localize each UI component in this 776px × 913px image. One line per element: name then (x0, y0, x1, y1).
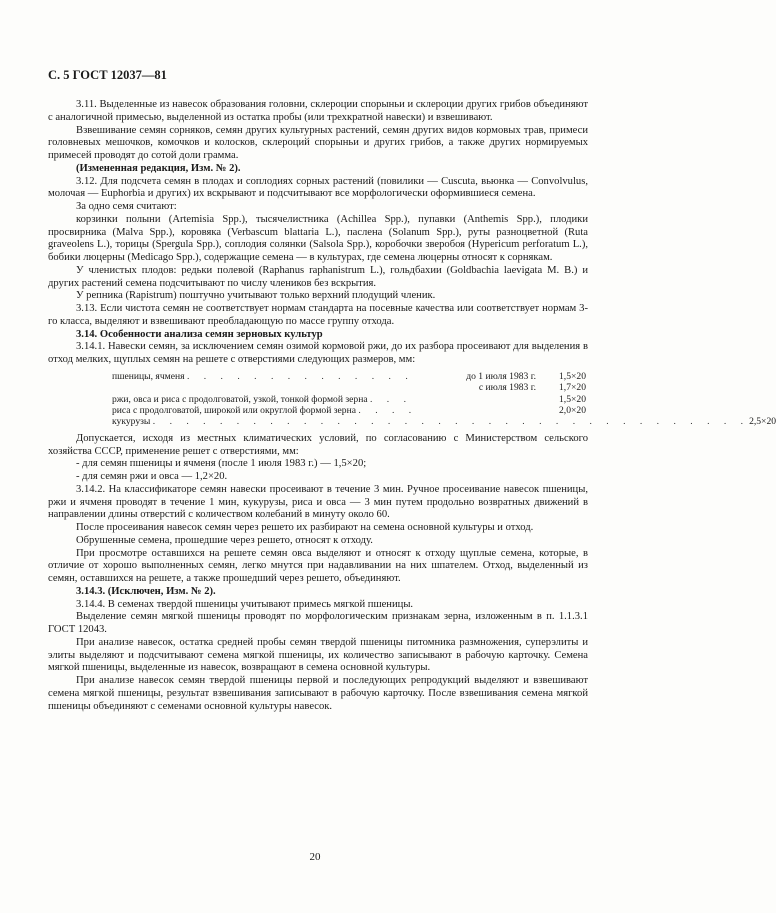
paragraph: При анализе навесок, остатка средней пробы семян твердой пшеницы питомника размножения, суперэлиты и элиты выделяют и подсчитывают семена мягкой пшеницы, их количество записывают в рабочую карточку. Семена мягкой пшеницы, выделенные из навесок, возвращают в семена основной культуры. (48, 636, 588, 674)
amendment-note: (Измененная редакция, Изм. № 2). (76, 162, 241, 174)
sieve-row-value: 1,5×20 (559, 393, 586, 405)
sieve-row-value: 2,5×20 (749, 416, 776, 428)
sieve-row-value: 2,0×20 (559, 404, 586, 416)
sieve-row-value: 1,5×20 (559, 370, 586, 382)
sieve-row (112, 382, 586, 393)
paragraph: После просеивания навесок семян через решето их разбирают на семена основной культуры и отход. (76, 522, 534, 534)
paragraph-3-14-2: 3.14.2. На классификаторе семян навески просеивают в течение 3 мин. Ручное просеивание навесок пшеницы, ржи и ячменя проводят в течение 1 мин, кукурузы, риса и овса — 3 мин путем продольно возвратных движений в направлении длины отверстий с количеством колебаний в минуту около 60. (48, 483, 588, 521)
paragraph-3-12: 3.12. Для подсчета семян в плодах и соплодиях сорных растений (повилики — Cuscuta, вьюнка — Convolvulus, молочая — Euphorbia и других) их вскрывают и подсчитывают все морфологически оформившиеся семена. (48, 175, 588, 200)
paragraph-3-11: 3.11. Выделенные из навесок образования головни, склероции спорыньи и склероции других грибов объединяют с аналогичной примесью, выделенной из остатка пробы (или трехкратной навески) и взвешивают. (48, 99, 588, 123)
sieve-row-value: 1,7×20 (559, 382, 586, 394)
page-header: С. 5 ГОСТ 12037—81 (48, 68, 167, 82)
paragraph-3-14-1: 3.14.1. Навески семян, за исключением семян озимой кормовой ржи, до их разбора просеивают для выделения в отход мелких, щуплых семян на решете с отверстиями следующих размеров, мм: (48, 341, 588, 365)
sieve-size-table (112, 370, 776, 428)
sieve-row (112, 394, 586, 405)
document-body (48, 99, 776, 713)
paragraph-3-13: 3.13. Если чистота семян не соответствует нормам стандарта на посевные качества или соответствует нормам 3-го класса, выделяют и взвешивают преобладающую по массе группу отхода. (48, 303, 588, 327)
paragraph: При анализе навесок семян твердой пшеницы первой и последующих репродукций выделяют и взвешивают семена мягкой пшеницы, результат взвешивания записывают в рабочую карточку. После взвешивания семена мягкой пшеницы объединяют с семенами основной культуры навесок. (48, 675, 588, 712)
leader-dots: . . . . . . . . . . . . . . . . . . . . . . . . . . . . . . . . . . . . (152, 416, 750, 428)
paragraph: За одно семя считают: (76, 201, 177, 212)
list-item: - для семян ржи и овса — 1,2×20. (76, 471, 228, 483)
sieve-row-label: ржи, овса и риса с продолговатой, узкой, тонкой формой зерна (112, 393, 368, 405)
paragraph: У репника (Rapistrum) поштучно учитывают только верхний плодущий членик. (76, 290, 436, 302)
leader-dots: . . . . . . . . . . . . . . (186, 370, 414, 382)
sieve-row-label: кукурузы (112, 416, 151, 428)
leader-dots: . . . . (358, 404, 418, 416)
sieve-row-label: пшеницы, ячменя (112, 370, 185, 382)
sieve-row-label: риса с продолговатой, широкой или округлой формой зерна (112, 404, 356, 416)
page-number: 20 (309, 851, 321, 863)
paragraph: Обрушенные семена, прошедшие через решето, относят к отходу. (76, 534, 373, 546)
paragraph: При просмотре оставшихся на решете семян овса выделяют и относят к отходу щуплые семена, которые, в отличие от хорошо выполненных семян, легко мнутся при надавливании на них шпателем. Отход, выделенный из семян, оставшихся на решете, а также прошедший через решето, объединяют. (48, 547, 588, 585)
section-heading-3-14: 3.14. Особенности анализа семян зерновых культур (76, 328, 323, 340)
paragraph: корзинки полыни (Artemisia Spp.), тысячелистника (Achillea Spp.), пупавки (Anthemis Spp.), плодики просвирника (Malva Spp.), коровяка (Verbascum blattaria L.), паслена (Solanum Spp.), руты разноцветной (Ruta graveolens L.), торицы (Spergula Spp.), соплодия солянки (Salsola Spp.), коробочки зверобоя (Hypericum perforatum L.), бобики люцерны (Medicago Spp.), содержащие семена — в культурах, где семена люцерны относят к сорнякам. (48, 213, 588, 263)
sieve-row-condition: до 1 июля 1983 г. (466, 370, 536, 382)
paragraph: Взвешивание семян сорняков, семян других культурных растений, семян других видов кормовых трав, примеси головневых мешочков, комочков и колосков, склероций спорыньи и других грибов, а также других нормируемых примесей проводят до сотой доли грамма. (48, 124, 588, 161)
list-item: - для семян пшеницы и ячменя (после 1 июля 1983 г.) — 1,5×20; (76, 458, 367, 470)
sieve-row (112, 405, 586, 416)
sieve-row (112, 416, 776, 428)
paragraph: У члениcтых плодов: редьки полевой (Raphanus raphanistrum L.), гольдбахии (Goldbachia laevigata M. B.) и других растений семена подсчитывают по числу члеников без вскрытия. (48, 264, 588, 289)
paragraph: Выделение семян мягкой пшеницы проводят по морфологическим признакам зерна, изложенным в п. 1.1.3.1 ГОСТ 12043. (48, 611, 588, 636)
sieve-row-condition: с июля 1983 г. (478, 382, 536, 394)
paragraph-3-14-4: 3.14.4. В семенах твердой пшеницы учитывают примесь мягкой пшеницы. (76, 598, 414, 610)
leader-dots: . . . (370, 393, 412, 405)
paragraph: Допускается, исходя из местных климатических условий, по согласованию с Министерством сельского хозяйства СССР, применение решет с отверстиями, мм: (48, 432, 588, 457)
paragraph-3-14-3: 3.14.3. (Исключен, Изм. № 2). (76, 585, 216, 597)
sieve-row (112, 371, 586, 382)
